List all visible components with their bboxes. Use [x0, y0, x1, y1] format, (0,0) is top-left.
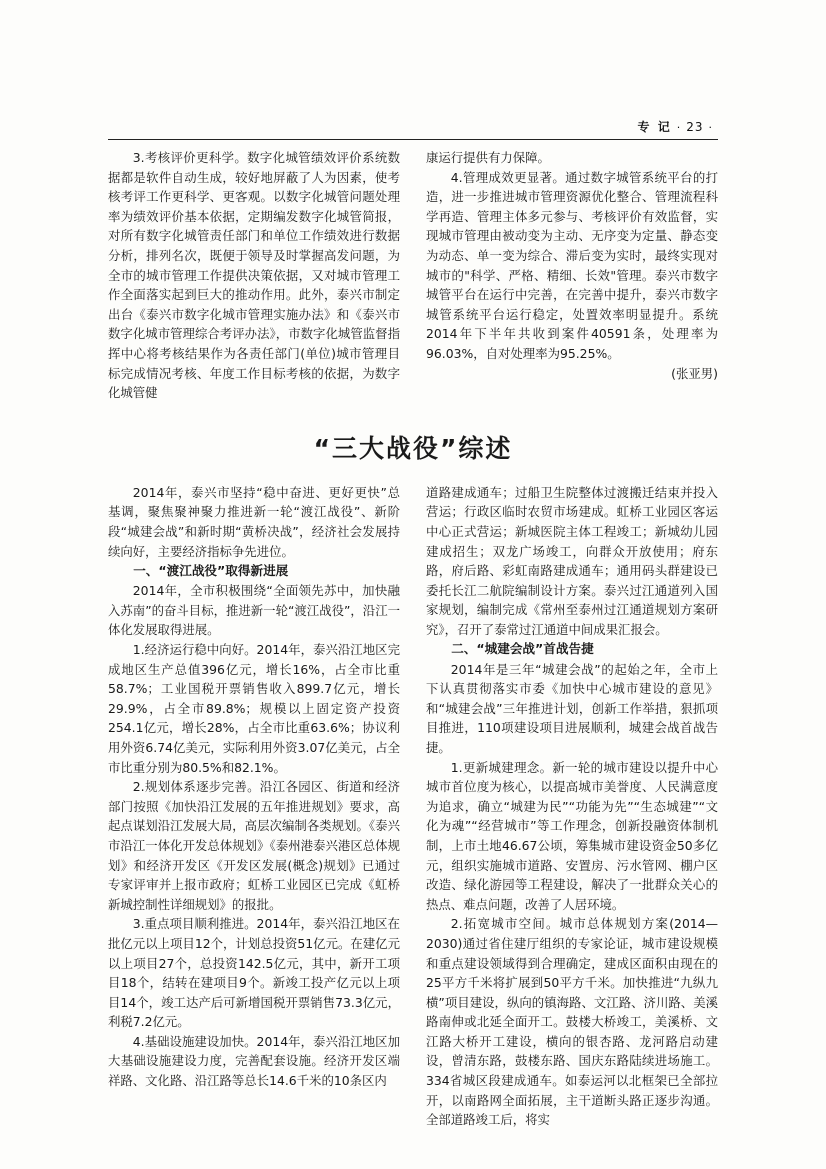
article-columns: [108, 483, 718, 1130]
paragraph: 2014年，全市积极围绕“全面领先苏中，加快融入苏南”的奋斗目标，推进新一轮“渡江战役”，沿江一体化发展取得进展。: [108, 583, 400, 638]
article-title: “三大战役”综述: [313, 433, 513, 463]
paragraph: 1.经济运行稳中向好。2014年，泰兴沿江地区完成地区生产总值396亿元，增长16%，占全市比重58.7%；工业国税开票销售收入899.7亿元，增长29.9%，占全市89.8%；规模以上固定资产投资254.1亿元，增长28%，占全市比重63.6%；协议利用外资6.74亿美元，实际利用外资3.07亿美元，占全市比重分别为80.5%和82.1%。: [108, 642, 400, 775]
paragraph: 3.考核评价更科学。数字化城管绩效评价系统数据都是软件自动生成，较好地屏蔽了人为因素，使考核考评工作更科学、更客观。以数字化城管问题处理率为绩效评价基本依据，定期编发数字化城管简报，对所有数字化城管责任部门和单位工作绩效进行数据分析，排列名次，既便于领导及时掌握高发问题，为全市的城市管理工作提供决策依据，又对城市管理工作全面落实起到巨大的推动作用。此外，泰兴市制定出台《泰兴市数字化城市管理实施办法》和《泰兴市数字化城市管理综合考评办法》，市数字化城管监督指挥中心将考核结果作为各责任部门(单位)城市管理目标完成情况考核、年度工作目标考核的依据，为数字化城管健: [108, 150, 400, 401]
top-section-left-column: [108, 148, 400, 403]
paragraph: 2014年是三年“城建会战”的起始之年，全市上下认真贯彻落实市委《加快中心城市建设的意见》和“城建会战”三年推进计划，创新工作举措，狠抓项目推进，110项建设项目进展顺利，城建会战首战告捷。: [426, 661, 718, 755]
top-section-columns: [108, 148, 718, 403]
header-rule: [108, 139, 718, 140]
paragraph: 康运行提供有力保障。: [426, 150, 550, 165]
paragraph: 2.规划体系逐步完善。沿江各园区、街道和经济部门按照《加快沿江发展的五年推进规划》要求，高起点谋划沿江发展大局，高层次编制各类规划。《泰兴市沿江一体化开发总体规划》《泰州港泰兴港区总体规划》和经济开发区《开发区发展(概念)规划》已通过专家评审并上报市政府；虹桥工业园区已完成《虹桥新城控制性详细规划》的报批。: [108, 779, 400, 912]
page-content: [108, 118, 718, 1130]
top-section-right-column: [426, 148, 718, 403]
paragraph: 4.管理成效更显著。通过数字城管系统平台的打造，进一步推进城市管理资源优化整合、管理流程科学再造、管理主体多元参与、考核评价有效监督，实现城市管理由被动变为主动、无序变为定量、静态变为动态、单一变为综合、滞后变为实时，最终实现对城市的"科学、严格、精细、长效"管理。泰兴市数字城管平台在运行中完善，在完善中提升，泰兴市数字城管系统平台运行稳定，处置效率明显提升。系统2014年下半年共收到案件40591条，处理率为96.03%，自对处理率为95.25%。: [426, 169, 718, 361]
paragraph: 1.更新城建理念。新一轮的城市建设以提升中心城市首位度为核心，以提高城市美誉度、人民满意度为追求，确立“城建为民”“功能为先”“生态城建”“文化为魂”“经营城市”等工作理念，创新投融资体制机制，上市土地46.67公顷，筹集城市建设资金50多亿元，组织实施城市道路、安置房、污水管网、棚户区改造、绿化游园等工程建设，解决了一批群众关心的热点、难点问题，改善了人居环境。: [426, 759, 718, 912]
running-head-separator: ·: [676, 121, 682, 134]
article-right-column: [426, 483, 718, 1130]
paragraph: 2014年，泰兴市坚持“稳中奋进、更好更快”总基调，聚焦聚神聚力推进新一轮“渡江战役”、新阶段“城建会战”和新时期“黄桥决战”，经济社会发展持续向好，主要经济指标争先进位。: [108, 484, 400, 559]
running-head-page-number: 23: [686, 120, 704, 134]
running-head-title: 专 记: [637, 120, 672, 134]
author-signature: (张亚男): [671, 365, 718, 381]
section-heading-2: 二、“城建会战”首战告捷: [451, 641, 594, 657]
running-head: [108, 118, 718, 139]
running-head-trailing-dot: ·: [708, 121, 713, 134]
paragraph: 道路建成通车；过船卫生院整体过渡搬迁结束并投入营运；行政区临时农贸市场建成。虹桥工业园区客运中心正式营运；新城医院主体工程竣工；新城幼儿园建成招生；双龙广场竣工，向群众开放使用；府东路，府后路、彩虹南路建成通车；通用码头群建设已委托长江二航院编制设计方案。泰兴过江通道列入国家规划，编制完成《常州至泰州过江通道规划方案研究》，召开了泰常过江通道中间成果汇报会。: [426, 484, 718, 637]
article-left-column: [108, 483, 400, 1130]
paragraph: 4.基础设施建设加快。2014年，泰兴沿江地区加大基础设施建设力度，完善配套设施。经济开发区端祥路、文化路、沿江路等总长14.6千米的10条区内: [108, 1033, 400, 1089]
paragraph: 3.重点项目顺利推进。2014年，泰兴沿江地区在批亿元以上项目12个，计划总投资51亿元。在建亿元以上项目27个，总投资142.5亿元，其中，新开工项目18个，结转在建项目9个。新竣工投产亿元以上项目14个，竣工达产后可新增国税开票销售73.3亿元，利税7.2亿元。: [108, 916, 400, 1030]
paragraph: 2.拓宽城市空间。城市总体规划方案(2014—2030)通过省住建厅组织的专家论证，城市建设规模和重点建设领域得到合理确定，建成区面积由现在的25平方千米将扩展到50平方千米。加快推进“九纵九横”项目建设，纵向的镇海路、文江路、济川路、美溪路南伸或北延全面开工。鼓楼大桥竣工，美溪桥、文江路大桥开工建设，横向的银杏路、龙河路启动建设，曾清东路，鼓楼东路、国庆东路陆续进场施工。334省城区段建成通车。如泰运河以北框架已全部拉开，以南路网全面拓展，主干道断头路正逐步沟通。全部道路竣工后，将实: [426, 916, 718, 1128]
section-heading-1: 一、“渡江战役”取得新进展: [133, 563, 289, 579]
